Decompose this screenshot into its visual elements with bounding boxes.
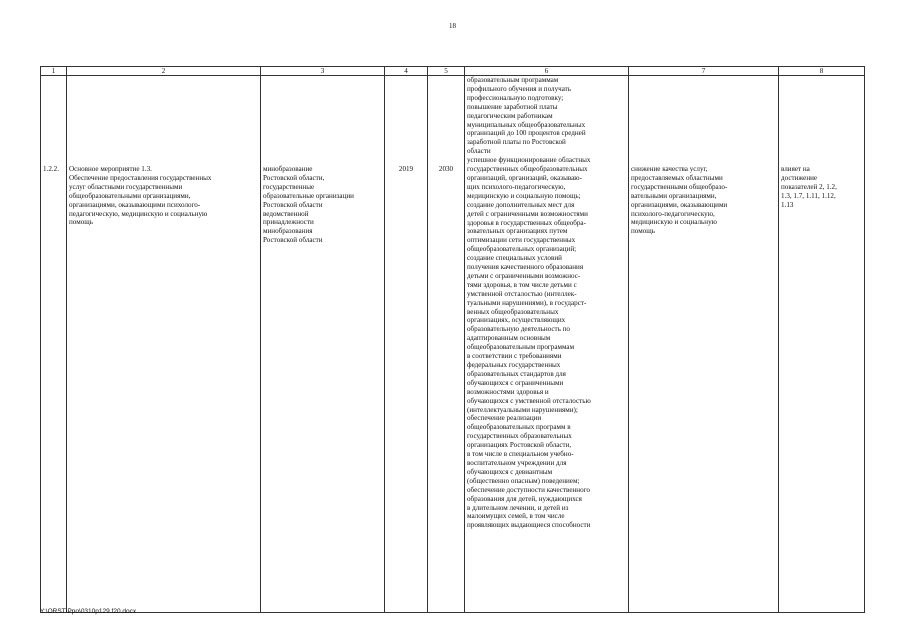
indicators-cell — [779, 76, 865, 613]
program-measures-table — [40, 66, 865, 613]
start-year: 2019 — [398, 165, 414, 173]
measure-name: Основное мероприятие 1.3. Обеспечение предоставления государственных услуг областными государственными общеобразовательными организациями, организациями, оказывающими психолого- педагогическую, медицинскую и социальную помощь — [69, 165, 212, 227]
expected-result-cell — [465, 76, 629, 613]
column-number-4: 4 — [385, 67, 428, 76]
expected-result-text: успешное функционирование областных государственных общеобразовательных организаций, организаций, оказываю- щих психолого-педагогическую, медицинскую и социальную помощь; создание дополнительных мест для детей с ограниченными возможностями здоровья в государственных общеобра- зовательных организациях путем оптимизации сети государственных общеобразовательных организаций; создание специальных условий получения качественного образования детьми с ограниченными возможнос- тями здоровья, в том числе детьми с умственной отсталостью (интеллек- туальными нарушениями), в государст- венных общеобразовательных организациях, осуществляющих образовательную деятельность по адаптированным основным общеобразовательным программам в соответствии с требованиями федеральных государственных образовательных стандартов для обучающихся с ограниченными возможностями здоровья и обучающихся с умственной отсталостью (интеллектуальными нарушениями); обеспечение реализации общеобразовательных программ в государственных образовательных организациях Ростовской области, в том числе в специальном учебно- воспитательном учреждении для обучающихся с девиантным (общественно опасным) поведением; обеспечение доступности качественного образования для детей, нуждающихся в длительном лечении, и детей из малоимущих семей, в том числе проявляющих выдающиеся способности — [467, 156, 591, 530]
executor-cell — [261, 76, 385, 613]
executor-text: минобразование Ростовской области, государственные образовательные организации Ростовской области ведомственной принадлежности минобразования Ростовской области — [263, 165, 354, 245]
document-file-path: Y:\ORST\Ppo\0310p129.f20.docx — [40, 608, 137, 615]
row-number: 1.2.2. — [43, 165, 59, 173]
column-number-2: 2 — [67, 67, 261, 76]
column-number-1: 1 — [41, 67, 67, 76]
consequences-cell — [629, 76, 779, 613]
start-year-cell — [385, 76, 428, 613]
column-number-8: 8 — [779, 67, 865, 76]
end-year: 2030 — [438, 165, 454, 173]
column-number-5: 5 — [428, 67, 465, 76]
measure-name-cell — [67, 76, 261, 613]
end-year-cell — [428, 76, 465, 613]
row-number-cell — [41, 76, 67, 613]
indicators-text: влияет на достижение показателей 2, 1.2, 1.3, 1.7, 1.11, 1.12, 1.13 — [781, 165, 837, 209]
table-row — [41, 76, 865, 613]
consequences-text: снижение качества услуг, предоставляемых областными государственными общеобразо- вательными организациями, организациями, оказывающими психолого-педагогическую, медицинскую и социальную помощь — [631, 165, 728, 236]
page-number: 18 — [449, 22, 456, 30]
column-number-row — [41, 67, 865, 76]
column-number-7: 7 — [629, 67, 779, 76]
expected-result-continuation: образовательным программам профильного обучения и получать профессиональную подготовку; повышение заработной платы педагогическим работникам муниципальных общеобразовательных организаций до 100 процентов средней заработной платы по Ростовской области — [467, 76, 586, 156]
column-number-6: 6 — [465, 67, 629, 76]
column-number-3: 3 — [261, 67, 385, 76]
